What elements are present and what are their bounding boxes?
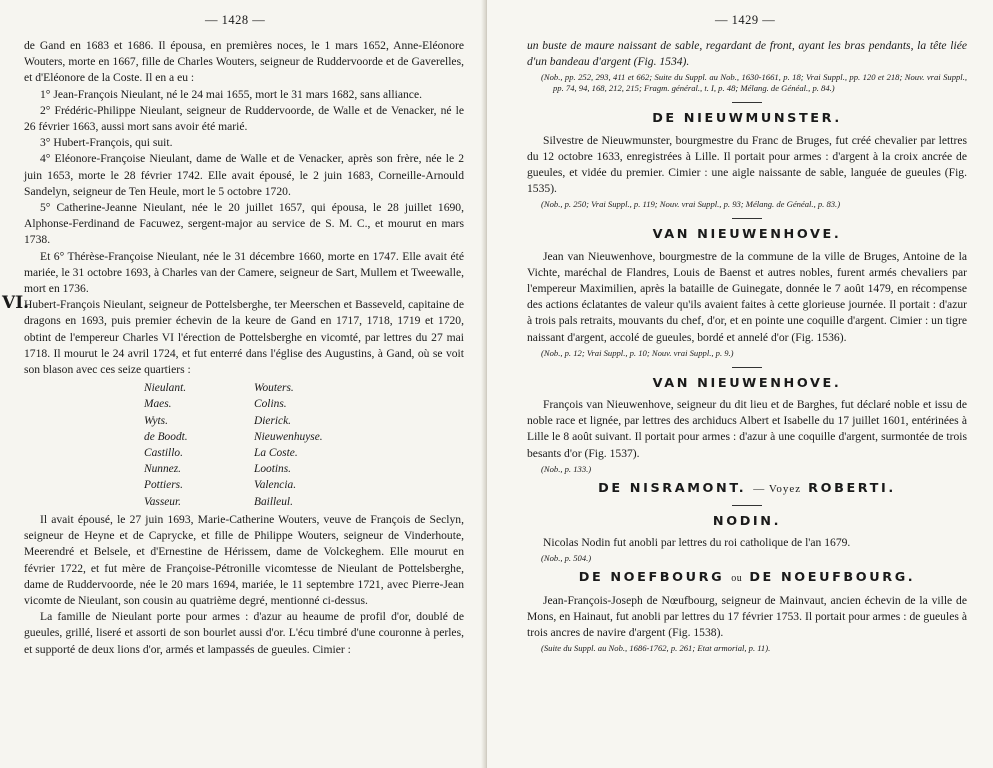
page-number-left: — 1428 — <box>205 13 266 27</box>
quartering: Bailleul. <box>254 495 293 508</box>
page-number-right: — 1429 — <box>715 13 776 27</box>
heading-connector: ou <box>731 573 743 585</box>
right-page-text <box>527 38 967 654</box>
paragraph: Nicolas Nodin fut anobli par lettres du roi catholique de l'an 1679. <box>543 536 851 550</box>
heading-main: DE NISRAMONT. <box>598 480 747 496</box>
paragraph: 3° Hubert-François, qui suit. <box>40 136 173 150</box>
paragraph: de Gand en 1683 et 1686. Il épousa, en premières noces, le 1 mars 1652, Anne-Eléonore Wouters, morte en 1667, fille de Charles Wouters, seigneur de Ruddervoorde et de Gaverelles, et d'Eléonore de la Coste. Il en a eu : <box>24 39 464 85</box>
paragraph: Jean-François-Joseph de Nœufbourg, seigneur de Mainvaut, ancien échevin de la ville de Mons, en Hainaut, fut anobli par lettres du 17 février 1753. Il portait pour armes : de gueules à trois ancres de navire d'argent (Fig. 1538). <box>527 593 967 640</box>
section-rule <box>732 367 762 368</box>
left-page <box>0 0 487 768</box>
paragraph: 4° Eléonore-Françoise Nieulant, dame de Walle et de Venacker, après son frère, née le 2 juin 1653, morte le 28 février 1742. Elle avait épousé, le 2 juin 1683, Corneille-Arnould Sandelyn, seigneur de Ten Heule, mort le 5 octobre 1720. <box>24 152 464 198</box>
quartering: Wyts. <box>144 414 168 427</box>
entry-heading: NODIN. <box>712 514 782 530</box>
reference-note: (Nob., p. 12; Vrai Suppl., p. 10; Nouv. vrai Suppl., p. 9.) <box>541 347 734 358</box>
paragraph: 5° Catherine-Jeanne Nieulant, née le 20 juillet 1657, qui épousa, le 28 juillet 1690, Alphonse-Ferdinand de Facuwez, sergent-major au service de S. M. C., et mourut en mars 1738. <box>24 201 464 247</box>
section-rule <box>732 102 762 103</box>
reference-note: (Nob., p. 250; Vrai Suppl., p. 119; Nouv. vrai Suppl., p. 93; Mélang. de Généal., p. 83.) <box>541 199 841 210</box>
reference-note: (Nob., p. 504.) <box>541 553 592 564</box>
quartering: Lootins. <box>254 463 292 476</box>
quartering: Colins. <box>254 398 287 411</box>
entry-heading: DE NIEUWMUNSTER. <box>652 111 842 127</box>
quartering: Pottiers. <box>144 479 183 492</box>
quartering: La Coste. <box>254 447 298 460</box>
section-rule <box>732 505 762 506</box>
paragraph: un buste de maure naissant de sable, regardant de front, ayant les bras pendants, la tête liée d'un bandeau d'argent (Fig. 1534). <box>527 39 967 69</box>
paragraph: 1° Jean-François Nieulant, né le 24 mai 1655, mort le 31 mars 1682, sans alliance. <box>40 87 422 101</box>
degree-block <box>2 293 464 378</box>
reference-note: (Nob., p. 133.) <box>541 463 592 474</box>
quartering: Castillo. <box>144 447 183 460</box>
right-page <box>487 0 993 768</box>
quartering: Nieuwenhuyse. <box>254 430 323 443</box>
heading-part-b: DE NOEUFBOURG. <box>749 570 916 586</box>
quartering: Valencia. <box>254 479 297 492</box>
paragraph: Il avait épousé, le 27 juin 1693, Marie-Catherine Wouters, veuve de François de Seclyn, seigneur de Heyne et de Caprycke, et fille de Philippe Wouters, seigneur de Vinderhoute, Meerendré et Belsele, et d'Ernestine de Hérissem, dame de Volckeghem. Elle mourut en février 1722, et fut mère de Françoise-Pétronille vicomtesse de Nieulant de Pottelsberghe, dame de Ruddervoorde, née le 20 mars 1694, mariée, le 11 septembre 1721, avec Pierre-Jean vicomte de Nieulant, son cousin au quatrième degré, mentionné ci-dessus. <box>24 512 464 607</box>
heading-see: — Voyez <box>753 482 802 495</box>
quartering: Wouters. <box>254 382 294 395</box>
entry-heading: VAN NIEUWENHOVE. <box>652 375 842 391</box>
quartering: Dierick. <box>254 414 292 427</box>
heading-part-a: DE NOEFBOURG <box>578 570 725 586</box>
paragraph: Et 6° Thérèse-Françoise Nieulant, née le 31 décembre 1660, morte en 1747. Elle avait été mariée, le 31 octobre 1693, à Charles van der Camere, seigneur de Sart, Mullem et Tweewalle, mort en 1736. <box>24 249 464 296</box>
paragraph: Silvestre de Nieuwmunster, bourgmestre du Franc de Bruges, fut créé chevalier par lettres du 12 octobre 1633, enregistrées à Lille. Il portait pour armes : d'argent à la croix ancrée de gueules, et vidée du premier. Cimier : une aigle naissante de sable, languée de gueules (Fig. 1535). <box>527 133 967 196</box>
entry-heading <box>527 570 967 587</box>
left-page-text <box>2 38 464 658</box>
reference-note: (Suite du Suppl. au Nob., 1686-1762, p. 261; Etat armorial, p. 11). <box>541 643 771 654</box>
paragraph: 2° Frédéric-Philippe Nieulant, seigneur de Ruddervoorde, de Walle et de Venacker, né le 26 février 1663, aussi mort sans avoir été marié. <box>24 103 464 134</box>
paragraph: La famille de Nieulant porte pour armes : d'azur au heaume de profil d'or, doublé de gueules, grillé, liseré et assorti de son bourlet aussi d'or. L'écu timbré d'une couronne à perles, et supporté de deux lions d'or, armés et lampassés de gueules. Cimier : <box>24 610 464 656</box>
paragraph: Hubert-François Nieulant, seigneur de Pottelsberghe, ter Meerschen et Basseveld, capitaine de dragons en 1693, puis premier échevin de la keure de Gand en 1717, 1718, 1719 et 1720, obtint de l'empereur Charles VI l'érection de Pottelsberghe en vicomté, par lettres du 27 mai 1718. Il mourut le 24 avril 1724, et fut enterré dans l'église des Augustins, à Gand, où se voit son blason avec ces seize quartiers : <box>24 298 464 377</box>
paragraph: François van Nieuwenhove, seigneur du dit lieu et de Barghes, fut déclaré noble et issu de noble race et lignée, par lettres des archiducs Albert et Isabelle du 17 juillet 1601, entérinées à Lille le 8 août suivant. Il portait pour armes : d'azur à une coquille d'argent, surmontée de trois besants d'or (Fig. 1537). <box>527 398 967 460</box>
entry-heading: VAN NIEUWENHOVE. <box>652 227 842 243</box>
paragraph: Jean van Nieuwenhove, bourgmestre de la commune de la ville de Bruges, Antoine de la Vichte, maréchal de Flandres, Louis de Baenst et autres nobles, furent armés chevaliers par l'empereur Maximilien, après la bataille de Guinegate, donnée le 7 août 1479, en récompense des actions éclatantes de valeur qu'ils avaient faites à cette glorieuse journée. Il portait : d'azur à trois pals retraits, mouvants du chef, d'or, et en pointe une coquille d'argent. Cimier : un tigre naissant d'argent, accolé de gueules, bordé et annelé d'or (Fig. 1536). <box>527 249 967 344</box>
quartering: Vasseur. <box>144 495 182 508</box>
heading-ref: ROBERTI. <box>808 480 896 496</box>
quartering: Maes. <box>144 398 172 411</box>
degree-number: VI. <box>2 293 30 314</box>
quarterings-list <box>144 380 464 510</box>
entry-heading-crossref <box>527 481 967 497</box>
quartering: de Boodt. <box>144 430 188 443</box>
quartering: Nieulant. <box>144 382 187 395</box>
quartering: Nunnez. <box>144 463 182 476</box>
reference-note: (Nob., pp. 252, 293, 411 et 662; Suite du Suppl. au Nob., 1630-1661, p. 18; Vrai Suppl., pp. 120 et 218; Nouv. vrai Suppl., pp. 74, 94, 168, 212, 215; Fragm. général., t. I, p. 48; Mélang. de Généal., p. 84.) <box>541 72 967 94</box>
section-rule <box>732 218 762 219</box>
